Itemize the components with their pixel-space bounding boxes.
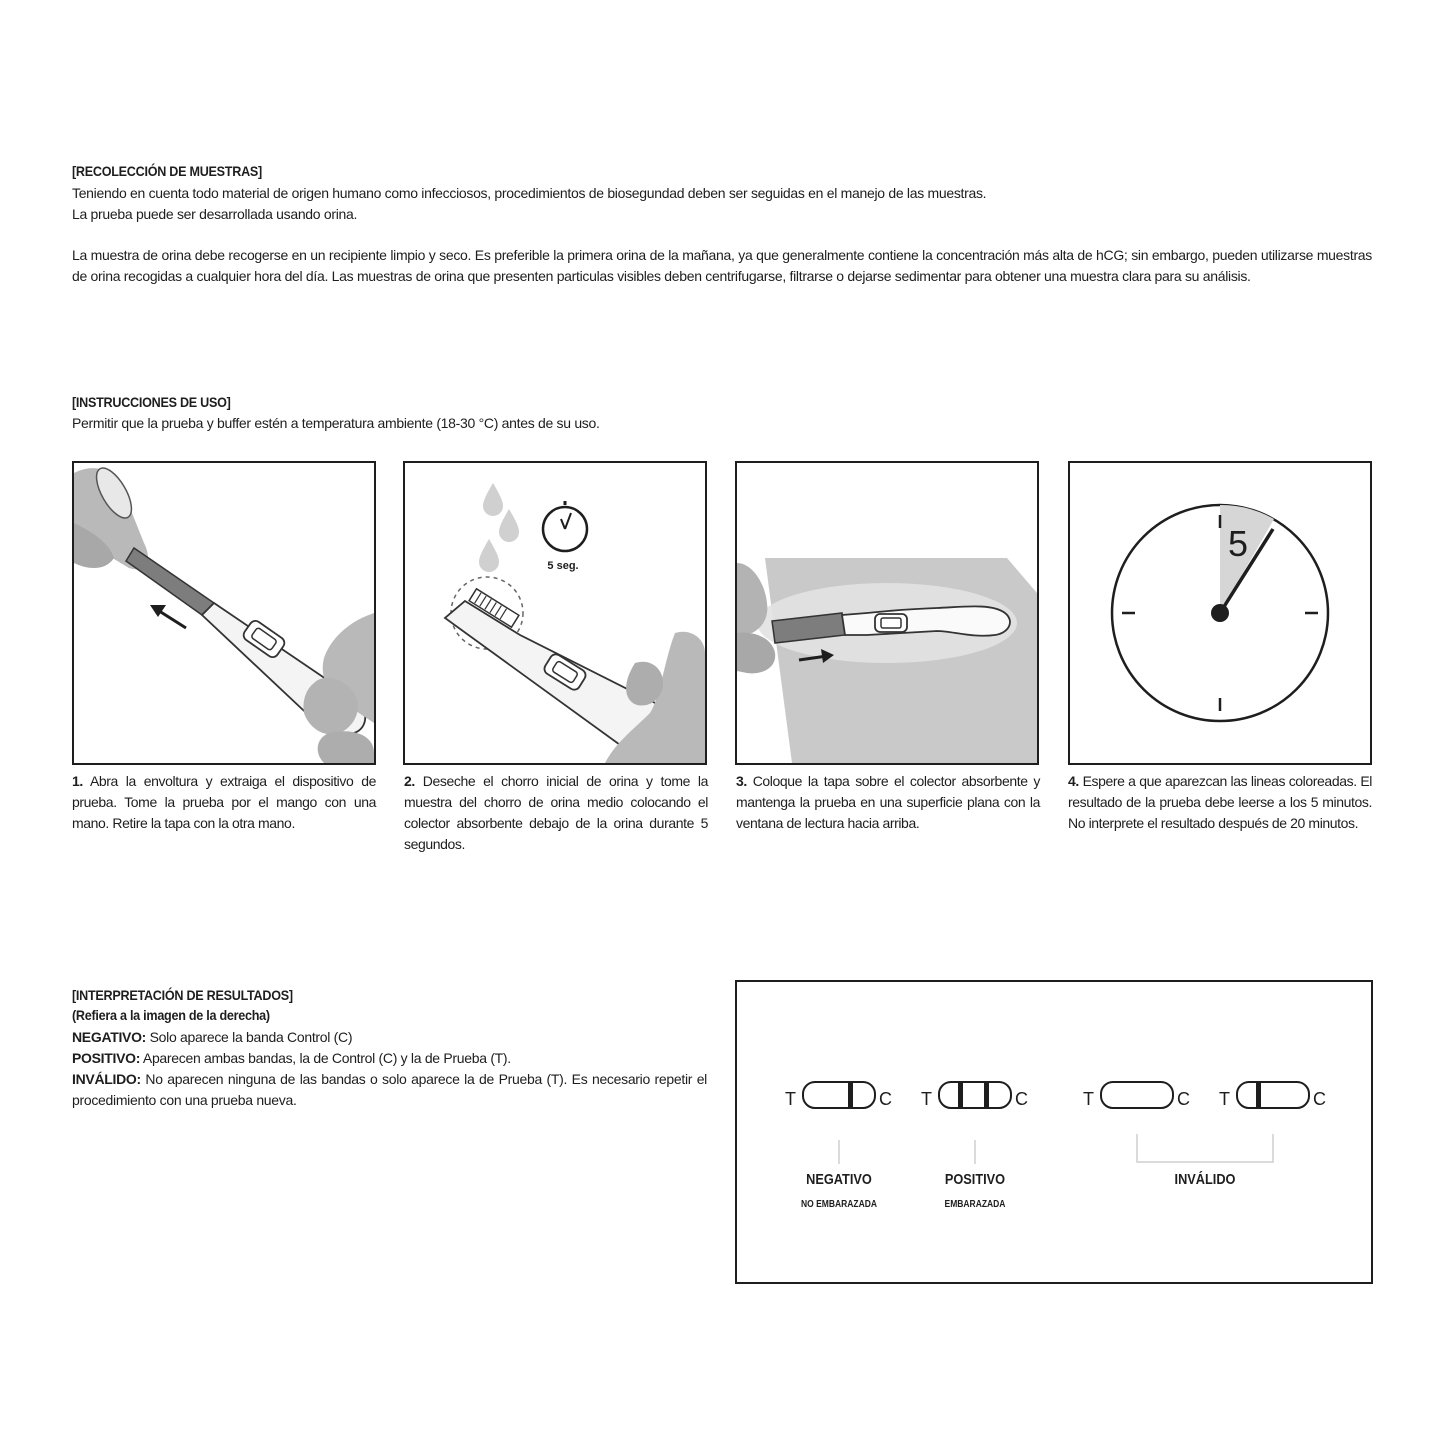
invalid-description [72, 1069, 707, 1111]
step-2-caption [404, 771, 708, 855]
clock-number: 5 [1227, 523, 1249, 564]
step-1-caption [72, 771, 376, 834]
collection-para1-line2: La prueba puede ser desarrollada usando orina. [72, 206, 358, 222]
negative-text: Solo aparece la banda Control (C) [146, 1029, 353, 1045]
step-4-caption [1068, 771, 1372, 834]
step-3-caption [736, 771, 1040, 834]
invalid-term: INVÁLIDO: [72, 1071, 141, 1087]
collection-paragraph-2: La muestra de orina debe recogerse en un recipiente limpio y seco. Es preferible la primera orina de la mañana, ya que generalmente contiene la concentración más alta de hCG; sin embargo, pueden utilizarse muestras de orina recogidas a cualquier hora del día. Las muestras de orina que presenten particulas visibles deben centrifugarse, filtrarse o dejarse sedimentar para obtener una muestra clara para su análisis. [72, 247, 1372, 284]
collection-para1-line1: Teniendo en cuenta todo material de origen humano como infecciosos, procedimientos de biosegundad deben ser seguidas en el manejo de las muestras. [72, 185, 987, 201]
step-4-clock [1068, 461, 1372, 765]
step-3-illustration [735, 461, 1039, 765]
step-2-text: Deseche el chorro inicial de orina y tome la muestra del chorro de orina medio colocando el colector absorbente debajo de la orina durante 5 segundos. [404, 773, 708, 852]
pos-c-letter: C [1015, 1089, 1028, 1109]
inv1-t-letter: T [1083, 1089, 1094, 1109]
inv2-c-letter: C [1313, 1089, 1326, 1109]
interpretation-heading: [INTERPRETACIÓN DE RESULTADOS] [72, 987, 293, 1003]
inv2-t-letter: T [1219, 1089, 1230, 1109]
step-3-text: Coloque la tapa sobre el colector absorbente y mantenga la prueba en una superficie plana con la ventana de lectura hacia arriba. [736, 773, 1040, 831]
collection-paragraph-1 [72, 183, 1372, 225]
neg-c-letter: C [879, 1089, 892, 1109]
negative-term: NEGATIVO: [72, 1029, 147, 1045]
positive-label: POSITIVO [944, 1171, 1006, 1188]
step-4-number: 4. [1068, 773, 1079, 789]
step-1-number: 1. [72, 773, 83, 789]
negative-sublabel: NO EMBARAZADA [800, 1199, 878, 1210]
step-3-number: 3. [736, 773, 747, 789]
step-1-illustration [72, 461, 376, 765]
instructions-heading: [INSTRUCCIONES DE USO] [72, 394, 231, 410]
positive-sublabel: EMBARAZADA [944, 1199, 1006, 1210]
timer-label: 5 seg. [547, 560, 579, 572]
instructions-intro: Permitir que la prueba y buffer estén a temperatura ambiente (18-30 °C) antes de su uso. [72, 415, 600, 431]
positive-term: POSITIVO: [72, 1050, 141, 1066]
step-1-text: Abra la envoltura y extraiga el dispositivo de prueba. Tome la prueba por el mango con una mano. Retire la tapa con la otra mano. [72, 773, 377, 831]
negative-description [72, 1027, 707, 1048]
collection-heading: [RECOLECCIÓN DE MUESTRAS] [72, 163, 262, 179]
positive-description [72, 1048, 707, 1069]
inv1-c-letter: C [1177, 1089, 1190, 1109]
interpretation-subheading: (Refiera a la imagen de la derecha) [72, 1007, 270, 1023]
negative-label: NEGATIVO [806, 1171, 872, 1188]
invalid-label: INVÁLIDO [1174, 1171, 1236, 1188]
step-4-text: Espere a que aparezcan las lineas coloreadas. El resultado de la prueba debe leerse a los 5 minutos. No interprete el resultado después de 20 minutos. [1068, 773, 1372, 831]
step-2-number: 2. [404, 773, 415, 789]
step-2-illustration [403, 461, 707, 765]
neg-t-letter: T [785, 1089, 796, 1109]
positive-text: Aparecen ambas bandas, la de Control (C) y la de Prueba (T). [140, 1050, 511, 1066]
pos-t-letter: T [921, 1089, 932, 1109]
results-diagram [735, 980, 1373, 1284]
invalid-text: No aparecen ninguna de las bandas o solo aparece la de Prueba (T). Es necesario repetir el procedimiento con una prueba nueva. [72, 1071, 707, 1108]
interpretation-list [72, 1027, 707, 1111]
